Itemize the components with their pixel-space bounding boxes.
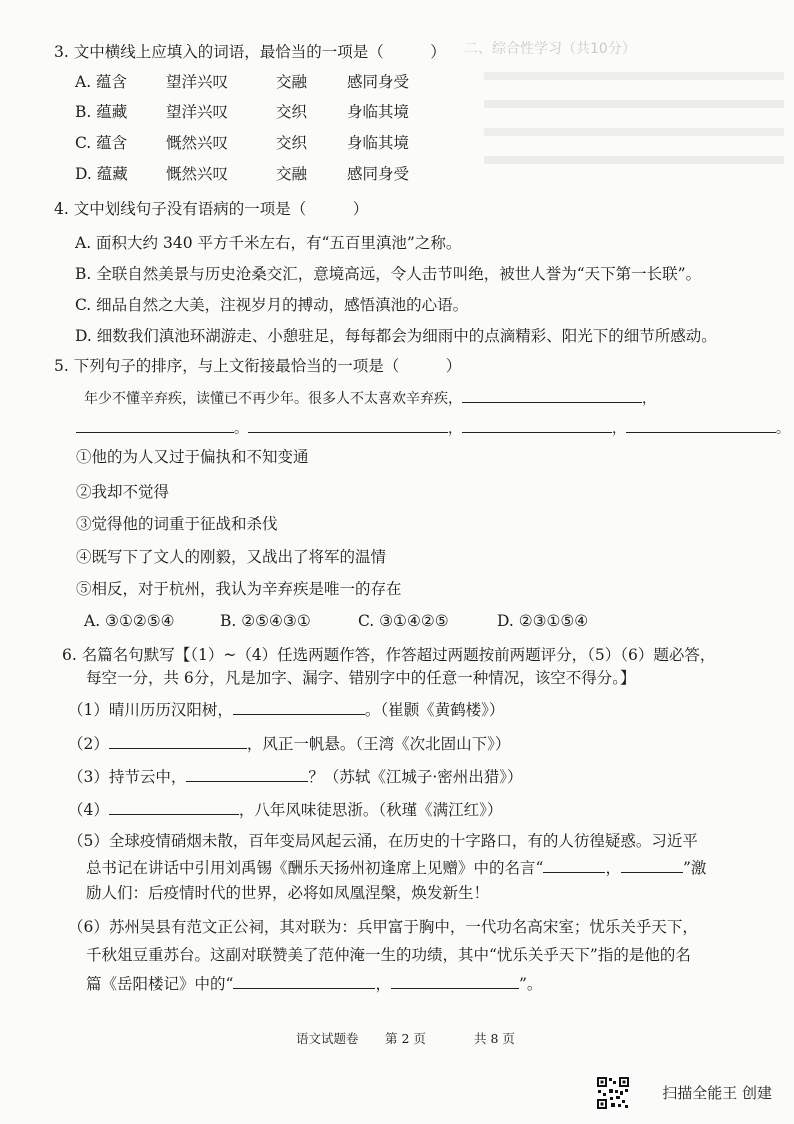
q3-opt-a-3: 交融 [276, 73, 308, 91]
q5-stem: 5. 下列句子的排序，与上文衔接最恰当的一项是（ ） [54, 357, 462, 375]
q5-sentence-1: ①他的为人又过于偏执和不知变通 [76, 448, 309, 466]
q5-passage-text: 年少不懂辛弃疾，读懂已不再少年。很多人不太喜欢辛弃疾， [84, 391, 462, 407]
q5-sentence-5: ⑤相反，对于杭州，我认为辛弃疾是唯一的存在 [76, 580, 402, 598]
q3-opt-a-4: 感同身受 [347, 73, 410, 91]
q6-blank-2[interactable] [109, 733, 247, 749]
q6-item-4-pre: （4） [68, 801, 109, 819]
q5-blank-4[interactable] [462, 417, 612, 433]
q6-item-2-post: ，风正一帆悬。（王湾《次北固山下》） [246, 735, 511, 753]
q5-blank-2[interactable] [76, 417, 234, 433]
q6-blank-7[interactable] [233, 973, 375, 989]
q5-blank-5[interactable] [626, 417, 776, 433]
q5-passage-line2 [76, 417, 790, 439]
q3-opt-c-2: 慨然兴叹 [166, 134, 229, 152]
q5-sep-5: 。 [776, 421, 790, 437]
q6-item-6-line3 [86, 973, 542, 994]
q6-item-3-post: ？（苏轼《江城子·密州出猎》） [308, 768, 523, 786]
q3-opt-b-1: B. 蕴藏 [75, 103, 128, 121]
q5-choice-b: B. ②⑤④③① [220, 612, 311, 630]
q3-opt-b-2: 望洋兴叹 [166, 103, 229, 121]
q3-opt-a-1: A. 蕴含 [75, 73, 128, 91]
q3-opt-c-4: 身临其境 [347, 134, 410, 152]
footer-subject: 语文试题卷 [296, 1031, 359, 1046]
scanner-watermark: 扫描全能王 创建 [662, 1084, 772, 1102]
q5-choice-a: A. ③①②⑤④ [84, 612, 175, 630]
q6-item-1-pre: （1）晴川历历汉阳树， [68, 701, 233, 719]
footer-total: 共 8 页 [474, 1031, 515, 1046]
qr-code-icon [596, 1076, 630, 1110]
q6-stem-line1: 6. 名篇名句默写【（1）~（4）任选两题作答，作答超过两题按前两题评分，（5）（6）题必答， [62, 646, 716, 664]
q6-blank-4[interactable] [109, 799, 239, 815]
q6-stem-line2: 每空一分，共 6分，凡是加字、漏字、错别字中的任意一种情况，该空不得分。】 [86, 669, 636, 687]
q6-item-4 [68, 799, 502, 820]
q3-stem: 3. 文中横线上应填入的词语，最恰当的一项是（ ） [54, 43, 446, 61]
q5-blank-1[interactable] [462, 387, 642, 403]
q4-opt-d: D. 细数我们滇池环湖游走、小憩驻足，每每都会为细雨中的点滴精彩、阳光下的细节所感动。 [75, 327, 717, 345]
footer-page: 第 2 页 [385, 1031, 426, 1046]
q6-item-5-line3: 励人们：后疫情时代的世界，必将如凤凰涅槃，焕发新生！ [86, 884, 490, 902]
q5-choice-d: D. ②③①⑤④ [497, 612, 589, 630]
q5-sentence-3: ③觉得他的词重于征战和杀伐 [76, 515, 278, 533]
q4-stem: 4. 文中划线句子没有语病的一项是（ ） [54, 200, 369, 218]
q6-blank-3[interactable] [186, 766, 308, 782]
q5-sep-4: ， [612, 421, 626, 437]
q3-opt-d-4: 感同身受 [347, 165, 410, 183]
q6-blank-1[interactable] [233, 699, 365, 715]
q5-passage-line1 [84, 387, 656, 409]
q6-item-6-line1: （6）苏州吴县有范文正公祠，其对联为：兵甲富于胸中，一代功名高宋室；忧乐关乎天下， [68, 918, 698, 936]
q5-sep-2: 。 [234, 421, 248, 437]
q6-item-2-pre: （2） [68, 735, 109, 753]
q6-item-6-post: ”。 [518, 975, 543, 993]
q3-opt-d-2: 慨然兴叹 [166, 165, 229, 183]
q6-blank-6[interactable] [621, 857, 683, 873]
q6-item-6-pre: 篇《岳阳楼记》中的“ [86, 975, 234, 993]
q3-opt-b-4: 身临其境 [347, 103, 410, 121]
q5-sentence-4: ④既写下了文人的刚毅，又战出了将军的温情 [76, 548, 387, 566]
q6-item-5-pre: 总书记在讲话中引用刘禹锡《酬乐天扬州初逢席上见赠》中的名言“ [86, 859, 544, 877]
q6-item-5-line1: （5）全球疫情硝烟未散，百年变局风起云涌，在历史的十字路口，有的人彷徨疑惑。习近平 [68, 832, 698, 850]
q6-item-5-post: ”激 [682, 859, 707, 877]
q4-opt-b: B. 全联自然美景与历史沧桑交汇，意境高远，令人击节叫绝，被世人誉为“天下第一长联”。 [75, 265, 702, 283]
q3-opt-d-1: D. 蕴藏 [75, 165, 128, 183]
q3-opt-c-3: 交织 [276, 134, 308, 152]
q6-item-4-post: ，八年风味徒思浙。（秋瑾《满江红》） [238, 801, 503, 819]
q3-opt-c-1: C. 蕴含 [75, 134, 128, 152]
q5-sep-1: ， [642, 391, 656, 407]
q6-item-6-line2: 千秋俎豆重苏台。这副对联赞美了范仲淹一生的功绩，其中“忧乐关乎天下”指的是他的名 [86, 946, 691, 964]
q3-opt-d-3: 交融 [276, 165, 308, 183]
q5-sentence-2: ②我却不觉得 [76, 483, 170, 501]
q5-sep-3: ， [448, 421, 462, 437]
q6-blank-8[interactable] [391, 973, 519, 989]
q6-item-1 [68, 699, 504, 720]
q6-item-5-line2 [86, 857, 706, 878]
q3-opt-b-3: 交织 [276, 103, 308, 121]
q5-choice-c: C. ③①④②⑤ [358, 612, 449, 630]
q6-blank-5[interactable] [543, 857, 605, 873]
bleed-through-text: 二、综合性学习（共10分） [464, 41, 636, 57]
q6-item-3 [68, 766, 523, 787]
q6-item-6-mid: ， [375, 975, 391, 993]
q6-item-1-post: 。（崔颢《黄鹤楼》） [364, 701, 505, 719]
q6-item-5-mid: ， [605, 859, 621, 877]
q5-blank-3[interactable] [248, 417, 448, 433]
bleed-through-block [484, 72, 784, 182]
q6-item-3-pre: （3）持节云中， [68, 768, 187, 786]
q6-item-2 [68, 733, 510, 754]
q4-opt-c: C. 细品自然之大美，注视岁月的搏动，感悟滇池的心语。 [75, 296, 469, 314]
q3-opt-a-2: 望洋兴叹 [166, 73, 229, 91]
q4-opt-a: A. 面积大约 340 平方千米左右，有“五百里滇池”之称。 [75, 234, 462, 252]
